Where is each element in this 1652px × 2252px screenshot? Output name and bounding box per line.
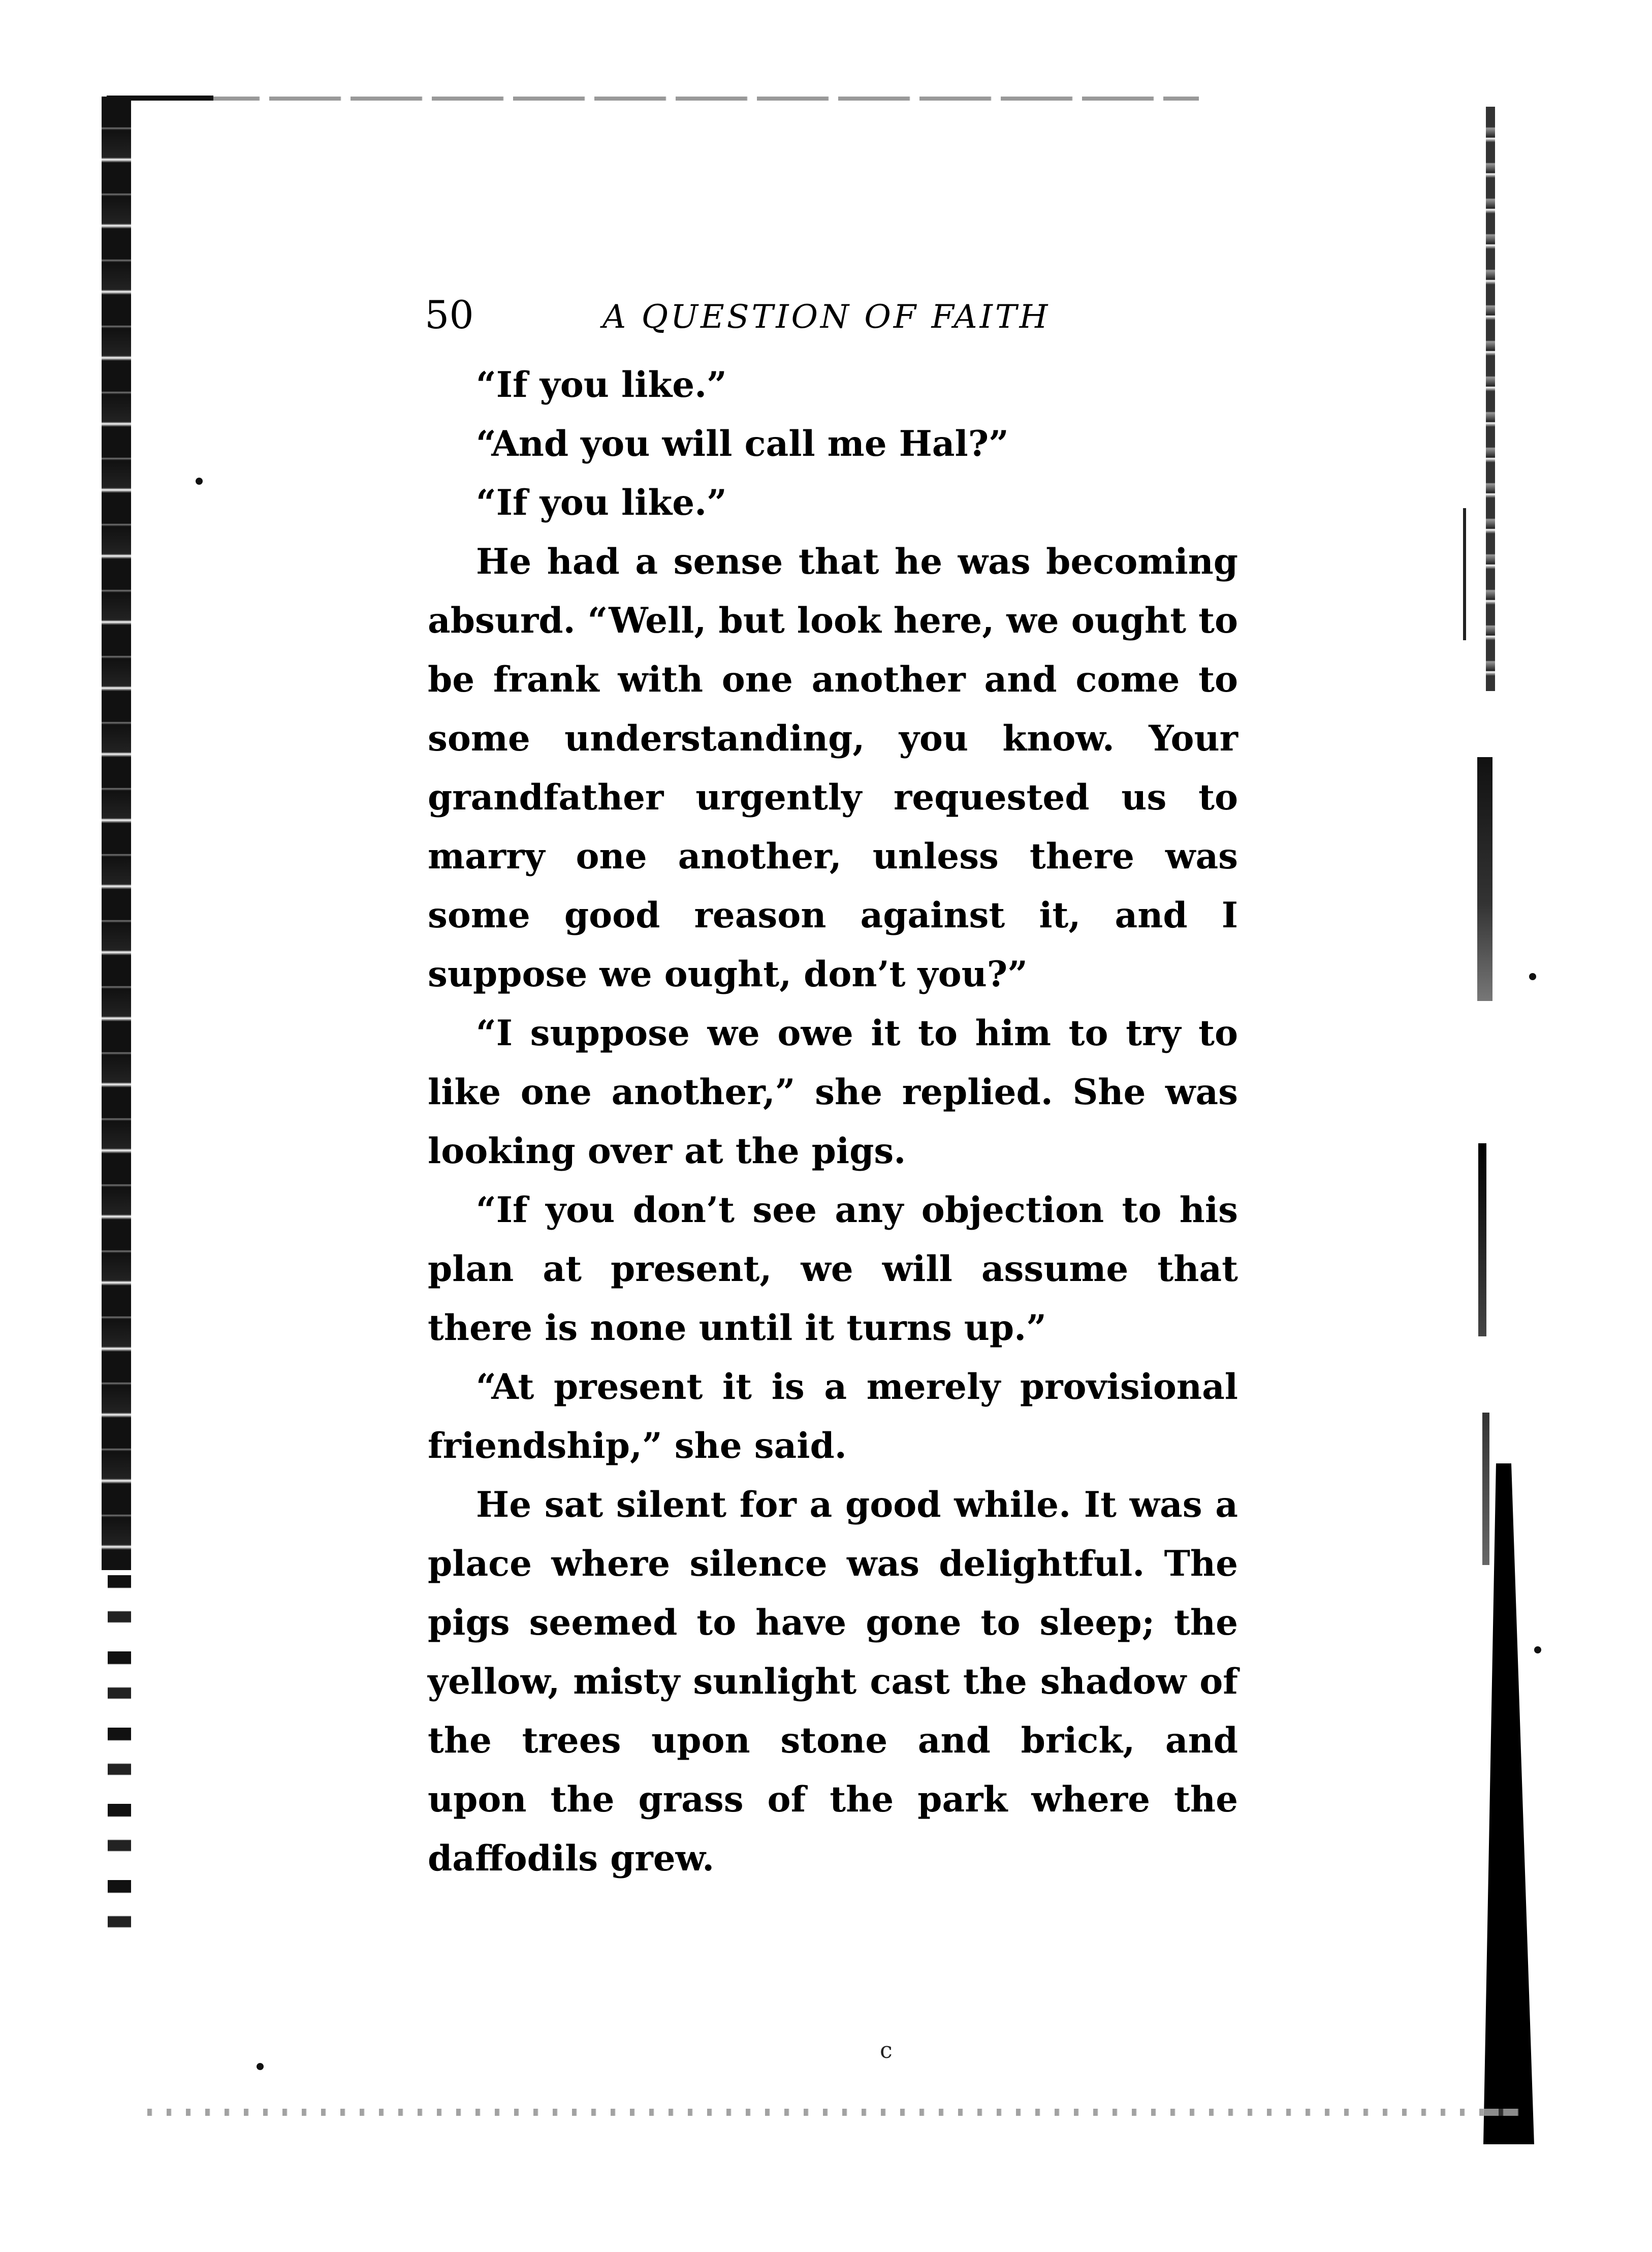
- paragraph: “If you don’t see any objection to his plan at present, we will assume that there is none until it turns up.”: [428, 1190, 1238, 1349]
- footer-marker: c: [880, 2038, 893, 2063]
- page-number: 50: [425, 292, 474, 337]
- paragraph: “And you will call me Hal?”: [476, 423, 1009, 464]
- paragraph: “At present it is a merely provisional friendship,” she said.: [428, 1366, 1238, 1466]
- scan-speck: [1529, 973, 1536, 980]
- scan-speck: [257, 2063, 264, 2070]
- paragraph: “I suppose we owe it to him to try to like one another,” she replied. She was looking over at the pigs.: [428, 1013, 1238, 1172]
- scan-edge-right-bottom: [1482, 1413, 1489, 1565]
- paragraph: “If you like.”: [476, 482, 727, 523]
- scan-edge-top: [107, 97, 1199, 101]
- scan-edge-right-wedge: [1483, 1463, 1534, 2144]
- paragraph: He sat silent for a good while. It was a place where silence was delightful. The pigs seemed to have gone to sleep; the yellow, misty sunlight cast the shadow of the trees upon stone and brick, and upon the grass of the park where the daffodils grew.: [428, 1484, 1238, 1879]
- running-title: A QUESTION OF FAITH: [602, 298, 1051, 336]
- scan-edge-left: [102, 97, 131, 1570]
- scan-edge-right-middle: [1477, 757, 1492, 1001]
- paragraph: “If you like.”: [476, 364, 727, 405]
- body-text: [428, 356, 1238, 1888]
- scan-speck: [196, 478, 203, 485]
- scan-edge-right-lower: [1478, 1143, 1486, 1336]
- paragraph: He had a sense that he was becoming absurd. “Well, but look here, we ought to be frank with one another and come to some understanding, you know. Your grandfather urgently requested us to marry one another, unless there was some good reason against it, and I suppose we ought, don’t you?”: [428, 541, 1238, 995]
- scan-edge-bottom: [147, 2109, 1519, 2116]
- page-header: [425, 290, 1319, 340]
- scan-edge-right-line: [1463, 508, 1466, 640]
- scan-edge-right-upper: [1486, 107, 1495, 691]
- scan-edge-left-lower: [108, 1575, 131, 1931]
- scan-speck: [1534, 1646, 1541, 1653]
